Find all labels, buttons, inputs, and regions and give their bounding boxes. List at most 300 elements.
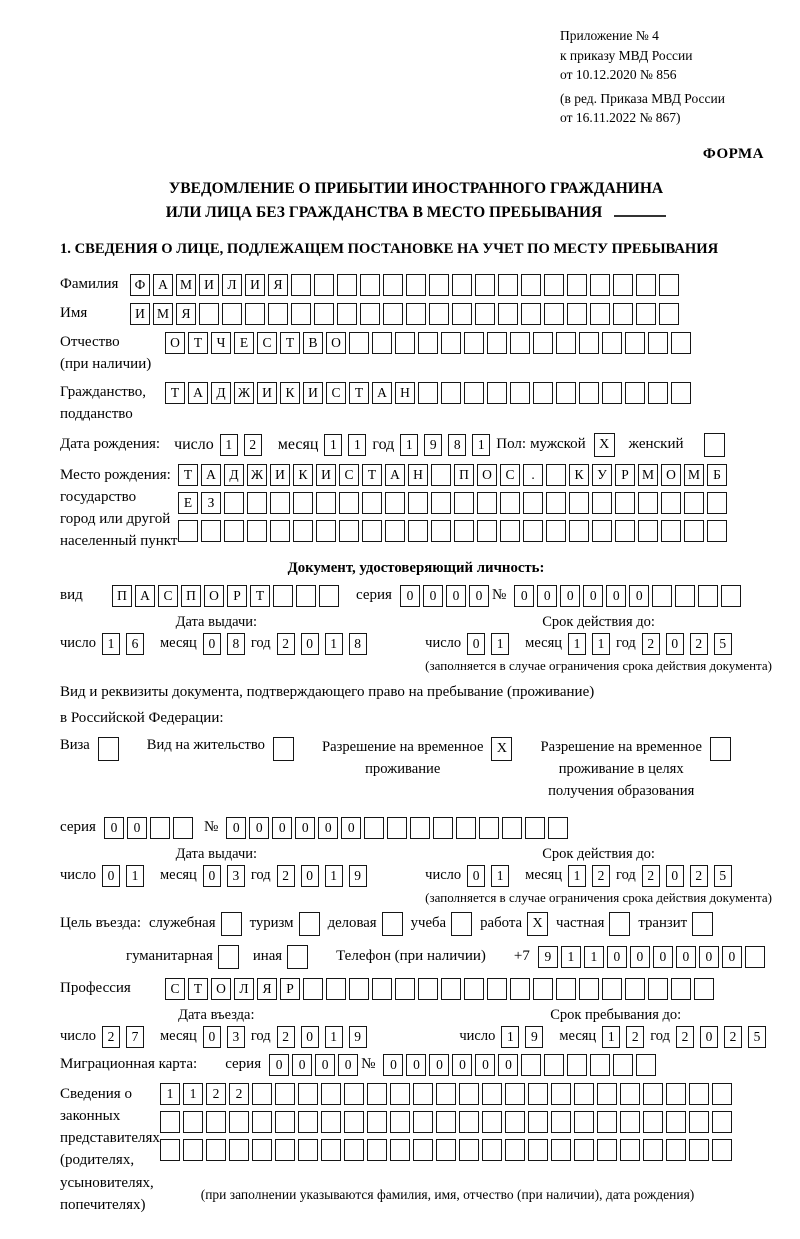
entry-day-cells[interactable]	[102, 1026, 150, 1048]
form-cell[interactable]	[615, 492, 635, 514]
form-cell[interactable]: X	[594, 433, 615, 457]
form-cell[interactable]	[270, 520, 290, 542]
form-cell[interactable]: И	[245, 274, 265, 296]
form-cell[interactable]: Я	[268, 274, 288, 296]
form-cell[interactable]	[613, 303, 633, 325]
form-cell[interactable]: 0	[249, 817, 269, 839]
purpose-official-checkbox[interactable]	[221, 912, 242, 936]
form-cell[interactable]: 0	[537, 585, 557, 607]
form-cell[interactable]	[316, 520, 336, 542]
form-cell[interactable]	[372, 332, 392, 354]
form-cell[interactable]: 1	[348, 434, 366, 456]
id-valid-month-cells[interactable]	[568, 633, 616, 655]
form-cell[interactable]	[344, 1139, 364, 1161]
form-cell[interactable]	[385, 492, 405, 514]
form-cell[interactable]	[454, 520, 474, 542]
form-cell[interactable]	[418, 978, 438, 1000]
form-cell[interactable]	[452, 274, 472, 296]
temp-residence-education-checkbox[interactable]	[710, 737, 731, 761]
form-cell[interactable]	[613, 274, 633, 296]
form-cell[interactable]	[551, 1111, 571, 1133]
form-cell[interactable]: 2	[206, 1083, 226, 1105]
form-cell[interactable]	[429, 274, 449, 296]
form-cell[interactable]	[349, 978, 369, 1000]
form-cell[interactable]	[620, 1083, 640, 1105]
form-cell[interactable]: 0	[607, 946, 627, 968]
form-cell[interactable]: Р	[280, 978, 300, 1000]
form-cell[interactable]	[387, 817, 407, 839]
form-cell[interactable]	[344, 1083, 364, 1105]
form-cell[interactable]: С	[257, 332, 277, 354]
form-cell[interactable]	[431, 464, 451, 486]
form-cell[interactable]	[459, 1111, 479, 1133]
form-cell[interactable]: 9	[349, 865, 367, 887]
form-cell[interactable]: 3	[227, 865, 245, 887]
form-cell[interactable]: Т	[250, 585, 270, 607]
form-cell[interactable]	[510, 978, 530, 1000]
form-cell[interactable]	[339, 492, 359, 514]
form-cell[interactable]: Я	[176, 303, 196, 325]
form-cell[interactable]: 0	[699, 946, 719, 968]
form-cell[interactable]	[602, 332, 622, 354]
form-cell[interactable]: И	[316, 464, 336, 486]
form-cell[interactable]: 0	[315, 1054, 335, 1076]
form-cell[interactable]: Л	[234, 978, 254, 1000]
form-cell[interactable]: 0	[272, 817, 292, 839]
form-cell[interactable]: С	[326, 382, 346, 404]
form-cell[interactable]	[533, 332, 553, 354]
form-cell[interactable]	[482, 1139, 502, 1161]
form-cell[interactable]	[707, 492, 727, 514]
form-cell[interactable]	[636, 303, 656, 325]
form-cell[interactable]: К	[293, 464, 313, 486]
given-name-cells[interactable]	[130, 303, 682, 325]
purpose-transit-checkbox[interactable]	[692, 912, 713, 936]
form-cell[interactable]	[648, 382, 668, 404]
form-cell[interactable]	[712, 1139, 732, 1161]
form-cell[interactable]: 2	[690, 633, 708, 655]
form-cell[interactable]: 1	[220, 434, 238, 456]
entry-month-cells[interactable]	[203, 1026, 251, 1048]
form-cell[interactable]	[661, 520, 681, 542]
form-cell[interactable]: 1	[400, 434, 418, 456]
form-cell[interactable]	[367, 1083, 387, 1105]
form-cell[interactable]: 0	[700, 1026, 718, 1048]
form-cell[interactable]: Т	[280, 332, 300, 354]
form-cell[interactable]	[221, 912, 242, 936]
form-cell[interactable]	[689, 1139, 709, 1161]
representatives-cells-row2[interactable]	[160, 1111, 735, 1133]
form-cell[interactable]	[344, 1111, 364, 1133]
form-cell[interactable]: 2	[690, 865, 708, 887]
form-cell[interactable]	[609, 912, 630, 936]
form-cell[interactable]: О	[661, 464, 681, 486]
form-cell[interactable]	[523, 520, 543, 542]
form-cell[interactable]: 6	[126, 633, 144, 655]
form-cell[interactable]: 8	[227, 633, 245, 655]
form-cell[interactable]: А	[153, 274, 173, 296]
form-cell[interactable]	[694, 978, 714, 1000]
form-cell[interactable]	[395, 978, 415, 1000]
form-cell[interactable]: 2	[626, 1026, 644, 1048]
form-cell[interactable]: 3	[227, 1026, 245, 1048]
form-cell[interactable]: П	[454, 464, 474, 486]
form-cell[interactable]: А	[188, 382, 208, 404]
form-cell[interactable]	[521, 274, 541, 296]
form-cell[interactable]	[533, 382, 553, 404]
form-cell[interactable]: 9	[538, 946, 558, 968]
form-cell[interactable]	[636, 274, 656, 296]
form-cell[interactable]	[659, 274, 679, 296]
form-cell[interactable]	[548, 817, 568, 839]
form-cell[interactable]	[293, 520, 313, 542]
visa-checkbox[interactable]	[98, 737, 119, 761]
birth-day-cells[interactable]	[220, 434, 268, 456]
representatives-cells-row3[interactable]	[160, 1139, 735, 1161]
stay-year-cells[interactable]	[676, 1026, 772, 1048]
form-cell[interactable]	[556, 332, 576, 354]
form-cell[interactable]	[500, 520, 520, 542]
form-cell[interactable]	[498, 274, 518, 296]
form-cell[interactable]	[521, 303, 541, 325]
form-cell[interactable]: Ж	[234, 382, 254, 404]
form-cell[interactable]: К	[569, 464, 589, 486]
form-cell[interactable]	[590, 274, 610, 296]
form-cell[interactable]	[452, 303, 472, 325]
temp-residence-checkbox[interactable]	[491, 737, 512, 761]
form-cell[interactable]: З	[201, 492, 221, 514]
form-cell[interactable]	[482, 1111, 502, 1133]
form-cell[interactable]	[592, 520, 612, 542]
form-cell[interactable]	[567, 303, 587, 325]
form-cell[interactable]	[459, 1139, 479, 1161]
form-cell[interactable]: К	[280, 382, 300, 404]
form-cell[interactable]: 0	[653, 946, 673, 968]
form-cell[interactable]	[590, 1054, 610, 1076]
form-cell[interactable]	[597, 1083, 617, 1105]
representatives-cells-row1[interactable]	[160, 1083, 735, 1105]
form-cell[interactable]	[648, 332, 668, 354]
form-cell[interactable]	[382, 912, 403, 936]
form-cell[interactable]: 1	[584, 946, 604, 968]
form-cell[interactable]	[431, 520, 451, 542]
form-cell[interactable]: В	[303, 332, 323, 354]
entry-year-cells[interactable]	[277, 1026, 373, 1048]
form-cell[interactable]	[273, 585, 293, 607]
surname-cells[interactable]	[130, 274, 682, 296]
form-cell[interactable]	[296, 585, 316, 607]
form-cell[interactable]: 0	[606, 585, 626, 607]
form-cell[interactable]: 0	[583, 585, 603, 607]
form-cell[interactable]: С	[158, 585, 178, 607]
form-cell[interactable]	[429, 303, 449, 325]
form-cell[interactable]: А	[135, 585, 155, 607]
form-cell[interactable]	[441, 382, 461, 404]
residence-issue-day-cells[interactable]	[102, 865, 150, 887]
form-cell[interactable]	[544, 303, 564, 325]
form-cell[interactable]	[597, 1139, 617, 1161]
form-cell[interactable]: 0	[338, 1054, 358, 1076]
form-cell[interactable]: И	[270, 464, 290, 486]
form-cell[interactable]: X	[527, 912, 548, 936]
form-cell[interactable]	[652, 585, 672, 607]
form-cell[interactable]	[218, 945, 239, 969]
form-cell[interactable]: И	[199, 274, 219, 296]
form-cell[interactable]: Р	[615, 464, 635, 486]
form-cell[interactable]	[636, 1054, 656, 1076]
stay-day-cells[interactable]	[501, 1026, 549, 1048]
form-cell[interactable]	[671, 382, 691, 404]
form-cell[interactable]	[383, 303, 403, 325]
form-cell[interactable]	[383, 274, 403, 296]
form-cell[interactable]: 0	[469, 585, 489, 607]
form-cell[interactable]	[525, 817, 545, 839]
form-cell[interactable]: М	[176, 274, 196, 296]
form-cell[interactable]: 7	[126, 1026, 144, 1048]
form-cell[interactable]	[303, 978, 323, 1000]
form-cell[interactable]	[390, 1083, 410, 1105]
form-cell[interactable]	[395, 332, 415, 354]
form-cell[interactable]: 1	[102, 633, 120, 655]
form-cell[interactable]	[436, 1111, 456, 1133]
form-cell[interactable]	[408, 492, 428, 514]
form-cell[interactable]	[666, 1083, 686, 1105]
form-cell[interactable]	[433, 817, 453, 839]
form-cell[interactable]	[441, 332, 461, 354]
form-cell[interactable]	[569, 492, 589, 514]
form-cell[interactable]: 0	[467, 865, 485, 887]
form-cell[interactable]	[712, 1111, 732, 1133]
form-cell[interactable]: 2	[277, 633, 295, 655]
form-cell[interactable]: 2	[642, 865, 660, 887]
form-cell[interactable]: 9	[525, 1026, 543, 1048]
form-cell[interactable]: 8	[448, 434, 466, 456]
form-cell[interactable]: О	[204, 585, 224, 607]
form-cell[interactable]: 0	[295, 817, 315, 839]
form-cell[interactable]	[551, 1083, 571, 1105]
form-cell[interactable]	[567, 1054, 587, 1076]
form-cell[interactable]	[671, 978, 691, 1000]
form-cell[interactable]	[316, 492, 336, 514]
form-cell[interactable]: И	[257, 382, 277, 404]
form-cell[interactable]: 2	[676, 1026, 694, 1048]
form-cell[interactable]	[505, 1111, 525, 1133]
form-cell[interactable]	[675, 585, 695, 607]
form-cell[interactable]: И	[303, 382, 323, 404]
form-cell[interactable]	[268, 303, 288, 325]
form-cell[interactable]: У	[592, 464, 612, 486]
form-cell[interactable]	[201, 520, 221, 542]
residence-issue-year-cells[interactable]	[277, 865, 373, 887]
form-cell[interactable]: 0	[301, 865, 319, 887]
form-cell[interactable]	[321, 1139, 341, 1161]
form-cell[interactable]	[597, 1111, 617, 1133]
form-cell[interactable]	[482, 1083, 502, 1105]
form-cell[interactable]: 1	[324, 434, 342, 456]
form-cell[interactable]	[364, 817, 384, 839]
phone-cells[interactable]	[538, 946, 768, 968]
form-cell[interactable]	[326, 978, 346, 1000]
form-cell[interactable]	[360, 274, 380, 296]
residence-valid-day-cells[interactable]	[467, 865, 515, 887]
birth-month-cells[interactable]	[324, 434, 372, 456]
form-cell[interactable]: Ч	[211, 332, 231, 354]
form-cell[interactable]	[689, 1111, 709, 1133]
id-issue-day-cells[interactable]	[102, 633, 150, 655]
purpose-humanitarian-checkbox[interactable]	[218, 945, 239, 969]
form-cell[interactable]: 0	[102, 865, 120, 887]
form-cell[interactable]: Т	[188, 978, 208, 1000]
form-cell[interactable]: Ж	[247, 464, 267, 486]
form-cell[interactable]: И	[130, 303, 150, 325]
form-cell[interactable]	[293, 492, 313, 514]
form-cell[interactable]: 0	[452, 1054, 472, 1076]
birth-place-cells-row3[interactable]	[178, 520, 730, 542]
form-cell[interactable]	[712, 1083, 732, 1105]
form-cell[interactable]	[666, 1111, 686, 1133]
form-cell[interactable]: 0	[341, 817, 361, 839]
birth-place-cells-row1[interactable]	[178, 464, 730, 486]
form-cell[interactable]	[544, 1054, 564, 1076]
form-cell[interactable]: 0	[446, 585, 466, 607]
form-cell[interactable]: 1	[183, 1083, 203, 1105]
form-cell[interactable]	[620, 1139, 640, 1161]
form-cell[interactable]	[314, 274, 334, 296]
form-cell[interactable]	[199, 303, 219, 325]
purpose-private-checkbox[interactable]	[609, 912, 630, 936]
form-cell[interactable]: Т	[188, 332, 208, 354]
form-cell[interactable]	[692, 912, 713, 936]
form-cell[interactable]	[648, 978, 668, 1000]
form-cell[interactable]	[339, 520, 359, 542]
form-cell[interactable]: 2	[642, 633, 660, 655]
form-cell[interactable]	[684, 492, 704, 514]
form-cell[interactable]: 1	[491, 865, 509, 887]
form-cell[interactable]: С	[165, 978, 185, 1000]
form-cell[interactable]: 1	[568, 865, 586, 887]
form-cell[interactable]: 8	[349, 633, 367, 655]
form-cell[interactable]	[229, 1111, 249, 1133]
id-kind-cells[interactable]	[112, 585, 342, 607]
form-cell[interactable]	[487, 382, 507, 404]
form-cell[interactable]: А	[201, 464, 221, 486]
form-cell[interactable]	[245, 303, 265, 325]
residence-permit-checkbox[interactable]	[273, 737, 294, 761]
form-cell[interactable]	[556, 978, 576, 1000]
form-cell[interactable]: 0	[203, 1026, 221, 1048]
form-cell[interactable]	[314, 303, 334, 325]
form-cell[interactable]: 0	[269, 1054, 289, 1076]
form-cell[interactable]: 0	[475, 1054, 495, 1076]
form-cell[interactable]: 0	[429, 1054, 449, 1076]
purpose-work-checkbox[interactable]	[527, 912, 548, 936]
form-cell[interactable]: Т	[178, 464, 198, 486]
form-cell[interactable]: 2	[229, 1083, 249, 1105]
form-cell[interactable]	[98, 737, 119, 761]
form-cell[interactable]: Д	[211, 382, 231, 404]
form-cell[interactable]	[487, 332, 507, 354]
form-cell[interactable]: Т	[362, 464, 382, 486]
form-cell[interactable]: 1	[325, 1026, 343, 1048]
form-cell[interactable]	[173, 817, 193, 839]
form-cell[interactable]	[475, 274, 495, 296]
id-number-cells[interactable]	[514, 585, 744, 607]
form-cell[interactable]: 2	[592, 865, 610, 887]
form-cell[interactable]: 0	[666, 633, 684, 655]
sex-female-checkbox[interactable]	[704, 433, 725, 457]
form-cell[interactable]: 5	[714, 633, 732, 655]
form-cell[interactable]	[643, 1111, 663, 1133]
id-valid-year-cells[interactable]	[642, 633, 738, 655]
form-cell[interactable]	[464, 978, 484, 1000]
form-cell[interactable]: 0	[318, 817, 338, 839]
form-cell[interactable]	[745, 946, 765, 968]
form-cell[interactable]	[546, 520, 566, 542]
form-cell[interactable]: 1	[592, 633, 610, 655]
form-cell[interactable]: Ф	[130, 274, 150, 296]
form-cell[interactable]	[178, 520, 198, 542]
migration-series-cells[interactable]	[269, 1054, 361, 1076]
form-cell[interactable]	[625, 332, 645, 354]
form-cell[interactable]: М	[153, 303, 173, 325]
form-cell[interactable]	[252, 1139, 272, 1161]
form-cell[interactable]	[710, 737, 731, 761]
form-cell[interactable]	[436, 1139, 456, 1161]
form-cell[interactable]	[275, 1111, 295, 1133]
form-cell[interactable]	[321, 1111, 341, 1133]
form-cell[interactable]	[273, 737, 294, 761]
form-cell[interactable]	[454, 492, 474, 514]
residence-valid-year-cells[interactable]	[642, 865, 738, 887]
form-cell[interactable]	[298, 1139, 318, 1161]
form-cell[interactable]	[410, 817, 430, 839]
form-cell[interactable]: 1	[501, 1026, 519, 1048]
form-cell[interactable]	[659, 303, 679, 325]
stay-month-cells[interactable]	[602, 1026, 650, 1048]
purpose-other-checkbox[interactable]	[287, 945, 308, 969]
form-cell[interactable]	[291, 303, 311, 325]
form-cell[interactable]: 0	[203, 633, 221, 655]
form-cell[interactable]	[464, 332, 484, 354]
form-cell[interactable]	[431, 492, 451, 514]
form-cell[interactable]: 5	[748, 1026, 766, 1048]
form-cell[interactable]	[224, 492, 244, 514]
form-cell[interactable]: 0	[383, 1054, 403, 1076]
form-cell[interactable]	[546, 492, 566, 514]
form-cell[interactable]: М	[684, 464, 704, 486]
form-cell[interactable]	[487, 978, 507, 1000]
form-cell[interactable]: 1	[160, 1083, 180, 1105]
form-cell[interactable]: О	[211, 978, 231, 1000]
form-cell[interactable]: 0	[676, 946, 696, 968]
form-cell[interactable]: 0	[292, 1054, 312, 1076]
form-cell[interactable]	[638, 520, 658, 542]
form-cell[interactable]	[406, 274, 426, 296]
form-cell[interactable]	[183, 1111, 203, 1133]
form-cell[interactable]: 1	[126, 865, 144, 887]
form-cell[interactable]	[479, 817, 499, 839]
residence-valid-month-cells[interactable]	[568, 865, 616, 887]
form-cell[interactable]	[533, 978, 553, 1000]
form-cell[interactable]	[183, 1139, 203, 1161]
form-cell[interactable]	[247, 520, 267, 542]
form-cell[interactable]: Б	[707, 464, 727, 486]
form-cell[interactable]	[319, 585, 339, 607]
form-cell[interactable]: 1	[472, 434, 490, 456]
form-cell[interactable]: 9	[424, 434, 442, 456]
form-cell[interactable]	[602, 382, 622, 404]
sex-male-checkbox[interactable]	[594, 433, 615, 457]
